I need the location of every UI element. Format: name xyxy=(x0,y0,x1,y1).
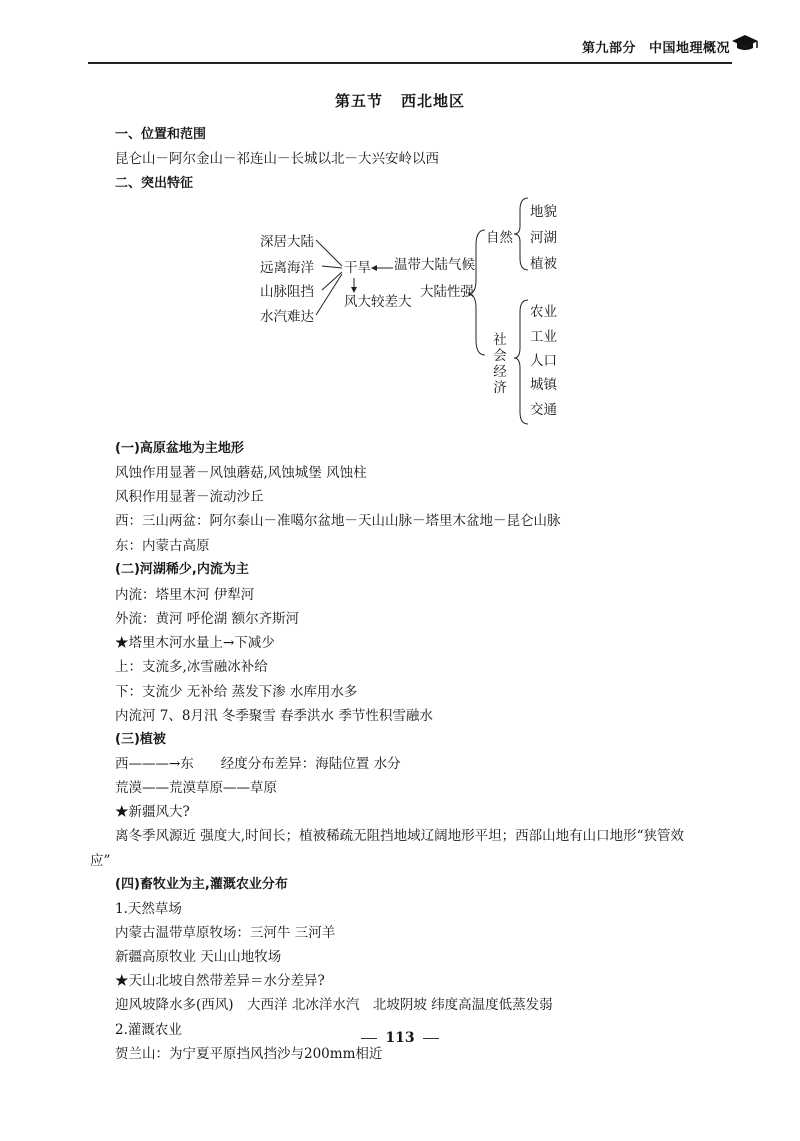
text-line: 上：支流多,冰雪融冰补给 xyxy=(115,659,268,675)
text-line: 迎风坡降水多(西风) 大西洋 北冰洋水汽 北坡阴坡 纬度高温度低蒸发弱 xyxy=(115,997,553,1013)
text-line: 内流：塔里木河 伊犁河 xyxy=(115,587,255,603)
section-name: 西北地区 xyxy=(401,92,466,110)
text-line: ★新疆风大? xyxy=(115,804,190,820)
windy-node: 风大较差大 xyxy=(344,294,412,310)
page-number: 113 xyxy=(385,1030,415,1046)
dry-node: 干旱 xyxy=(344,260,371,276)
text-line: 风积作用显著－流动沙丘 xyxy=(115,489,264,505)
header-text xyxy=(574,37,730,56)
position-text: 昆仑山－阿尔金山－祁连山－长城以北－大兴安岭以西 xyxy=(115,151,439,167)
text-line: 荒漠——荒漠草原——草原 xyxy=(115,780,277,796)
subheading: (三)植被 xyxy=(115,732,166,747)
natural-item-3: 植被 xyxy=(530,256,557,272)
subheading: (二)河湖稀少,内流为主 xyxy=(115,562,249,577)
text-line: 西：三山两盆：阿尔泰山－准噶尔盆地－天山山脉－塔里木盆地－昆仑山脉 xyxy=(115,513,561,529)
text-line: ★塔里木河水量上→下减少 xyxy=(115,635,275,651)
text-line: 西———→东 经度分布差异：海陆位置 水分 xyxy=(115,756,401,772)
cause-2: 远离海洋 xyxy=(260,260,314,276)
graduation-cap-icon xyxy=(730,33,760,53)
page-footer xyxy=(0,1030,800,1046)
social-item-4: 城镇 xyxy=(530,377,557,393)
section-number: 第五节 xyxy=(334,92,383,110)
text-line: 应” xyxy=(90,853,111,869)
text-line: ★天山北坡自然带差异＝水分差异? xyxy=(115,973,325,989)
text-line: 2.灌溉农业 xyxy=(115,1022,182,1038)
subheading: (一)高原盆地为主地形 xyxy=(115,441,244,456)
page-header xyxy=(0,0,800,70)
text-line: 下：支流少 无补给 蒸发下渗 水库用水多 xyxy=(115,684,358,700)
text-line: 东：内蒙古高原 xyxy=(115,538,210,554)
cause-1: 深居大陆 xyxy=(260,234,314,250)
social-item-1: 农业 xyxy=(530,304,557,320)
climate-node: 温带大陆气候 xyxy=(394,257,475,273)
header-chapter: 中国地理概况 xyxy=(648,41,730,56)
natural-item-2: 河湖 xyxy=(530,230,557,246)
text-line: 1.天然草场 xyxy=(115,901,182,917)
text-line: 离冬季风源近 强度大,时间长；植被稀疏无阻挡地域辽阔地形平坦；西部山地有山口地形“狭管效 xyxy=(115,828,684,844)
text-line: 外流：黄河 呼伦湖 额尔齐斯河 xyxy=(115,611,300,627)
text-line: 内蒙古温带草原牧场：三河牛 三河羊 xyxy=(115,925,336,941)
social-item-3: 人口 xyxy=(530,353,557,369)
subheading: (四)畜牧业为主,灌溉农业分布 xyxy=(115,877,288,892)
cause-3: 山脉阻挡 xyxy=(260,284,314,300)
social-node: 社会经济 xyxy=(493,332,507,396)
continental-node: 大陆性强 xyxy=(420,284,474,300)
heading-features: 二、突出特征 xyxy=(115,176,194,191)
text-line: 内流河 7、8月汛 冬季聚雪 春季洪水 季节性积雪融水 xyxy=(115,708,433,724)
header-rule xyxy=(88,62,732,64)
header-part: 第九部分 xyxy=(581,41,636,56)
natural-item-1: 地貌 xyxy=(530,204,557,220)
text-line: 风蚀作用显著－风蚀蘑菇,风蚀城堡 风蚀柱 xyxy=(115,465,367,481)
text-line: 贺兰山：为宁夏平原挡风挡沙与200mm相近 xyxy=(115,1046,383,1062)
cause-4: 水汽难达 xyxy=(260,309,314,325)
text-line: 新疆高原牧业 天山山地牧场 xyxy=(115,949,282,965)
natural-node: 自然 xyxy=(486,230,513,246)
social-item-2: 工业 xyxy=(530,329,557,345)
section-title xyxy=(0,90,800,111)
heading-position: 一、位置和范围 xyxy=(115,127,207,142)
feature-diagram xyxy=(230,190,590,430)
social-item-5: 交通 xyxy=(530,402,557,418)
